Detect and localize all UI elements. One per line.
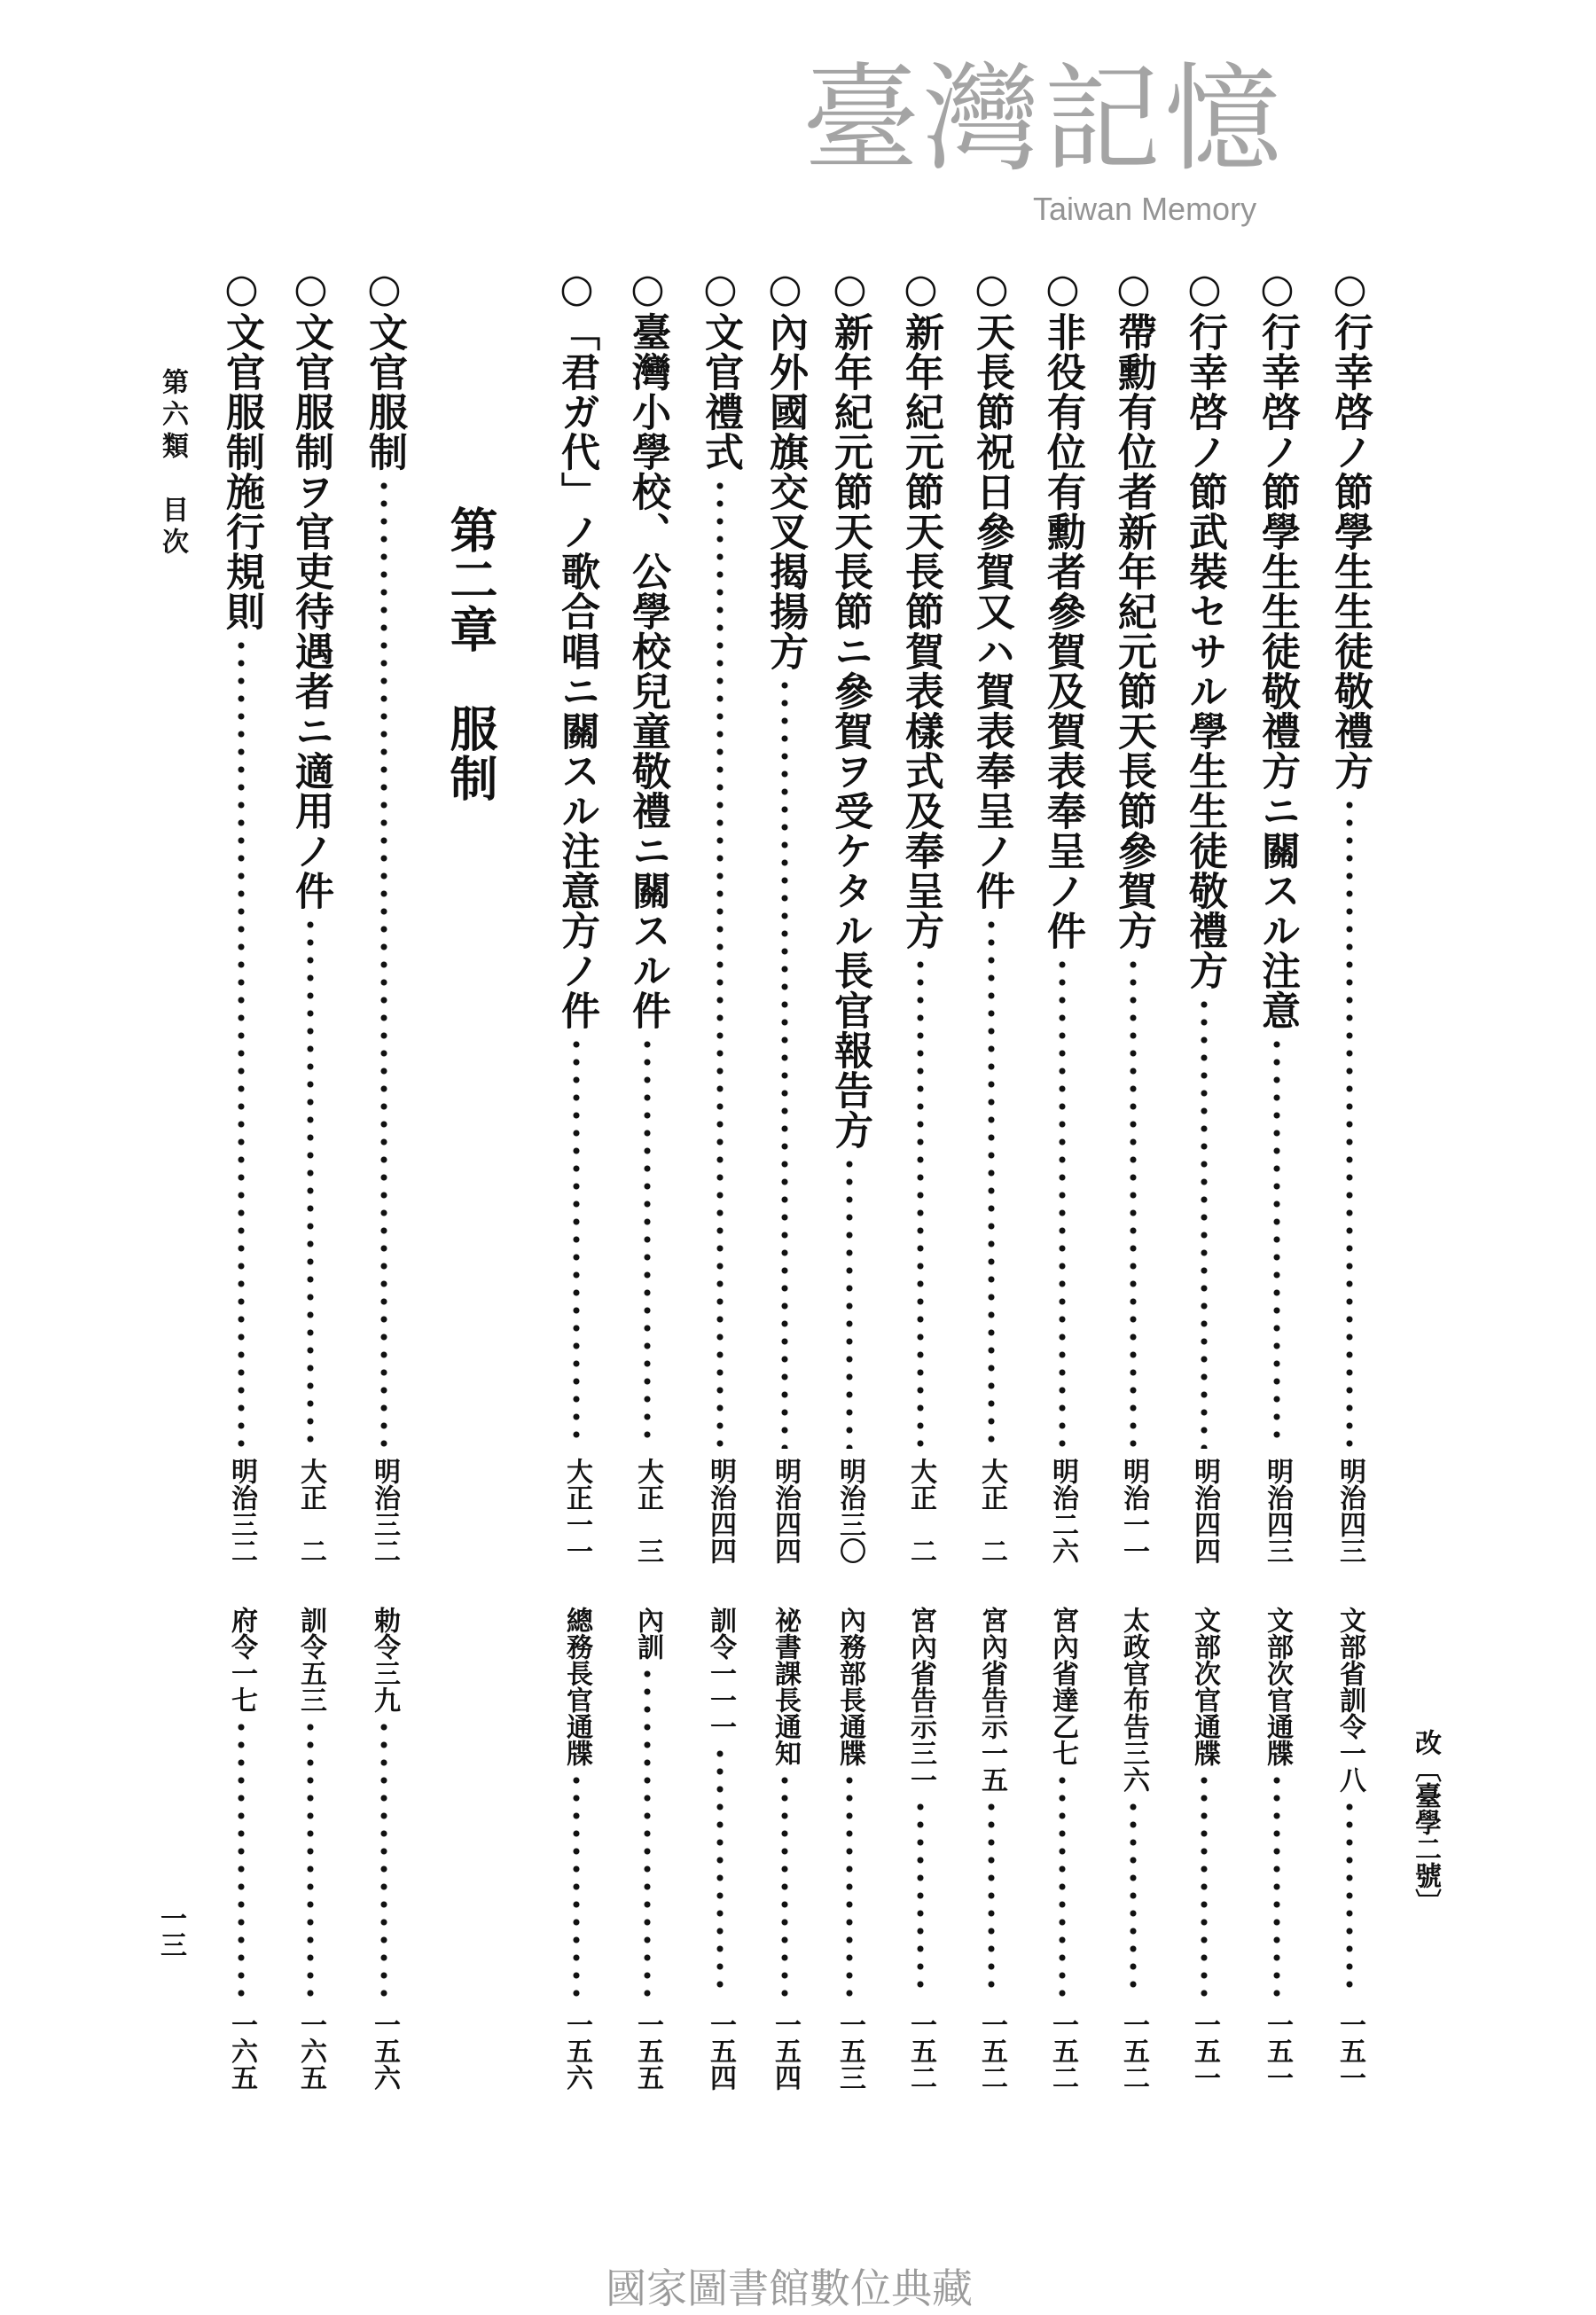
toc-entry bbox=[1169, 266, 1240, 2092]
entry-page: 一五二 bbox=[905, 2011, 936, 2091]
entry-document: 訓令五三 bbox=[295, 1607, 326, 1713]
entry-page: 一五四 bbox=[705, 2011, 736, 2091]
entry-source-group bbox=[885, 1607, 956, 2004]
entry-title-group bbox=[814, 266, 885, 1454]
entry-era: 大正 三 bbox=[632, 1458, 663, 1564]
toc-entry bbox=[275, 266, 346, 2092]
entry-era: 明治三二 bbox=[226, 1458, 257, 1564]
entry-title-group bbox=[541, 266, 612, 1454]
toc-entry bbox=[1098, 266, 1169, 2092]
entry-title: ○文官服制ヲ官吏待遇者ニ適用ノ件 bbox=[288, 266, 333, 911]
dot-leader bbox=[275, 1718, 346, 1998]
entry-source-group bbox=[206, 1607, 277, 2004]
dot-leader bbox=[275, 916, 346, 1449]
entry-era: 大正 二 bbox=[976, 1458, 1007, 1564]
entry-title-group bbox=[685, 266, 755, 1454]
toc-entry bbox=[1314, 266, 1385, 2092]
entry-title-group bbox=[749, 266, 820, 1454]
entry-page: 一五五 bbox=[632, 2011, 663, 2091]
entry-page: 一五六 bbox=[561, 2011, 592, 2091]
dot-leader bbox=[1314, 1798, 1385, 1998]
entry-title-group bbox=[885, 266, 956, 1454]
entry-title: ○新年紀元節天長節ニ參賀ヲ受ケタル長官報告方 bbox=[827, 266, 872, 1150]
page-number: 一三 bbox=[155, 1904, 186, 1958]
archive-footer: 國家圖書館數位典藏 bbox=[606, 2264, 973, 2312]
watermark-logo-en: Taiwan Memory bbox=[1033, 191, 1257, 227]
dot-leader bbox=[956, 916, 1027, 1449]
entry-source-group bbox=[275, 1607, 346, 2004]
dot-leader bbox=[685, 477, 755, 1449]
entry-document: 宮內省告示一五 bbox=[976, 1607, 1007, 1793]
dot-leader bbox=[814, 1771, 885, 1998]
entry-document: 文部省訓令一八 bbox=[1334, 1607, 1365, 1793]
entry-page: 一五二 bbox=[976, 2011, 1007, 2091]
entry-title: ○文官服制施行規則 bbox=[219, 266, 264, 631]
dot-leader bbox=[348, 477, 419, 1449]
entry-page: 一五一 bbox=[1262, 2011, 1293, 2091]
dot-leader bbox=[1027, 956, 1098, 1449]
entry-document: 內務部長通牒 bbox=[834, 1607, 865, 1766]
entry-title: ○非役有位有勳者參賀及賀表奉呈ノ件 bbox=[1040, 266, 1085, 950]
dot-leader bbox=[541, 1771, 612, 1998]
entry-source-group bbox=[1314, 1607, 1385, 2004]
toc-entry bbox=[612, 266, 683, 2092]
toc-entry bbox=[348, 266, 419, 2092]
watermark-logo: 臺灣記憶 bbox=[802, 51, 1285, 188]
toc-entry bbox=[749, 266, 820, 2092]
dot-leader bbox=[885, 956, 956, 1449]
dot-leader bbox=[749, 1771, 820, 1998]
entry-title: ○帶勳有位者新年紀元節天長節參賀方 bbox=[1111, 266, 1156, 950]
dot-leader bbox=[1098, 956, 1169, 1449]
entry-era: 明治四四 bbox=[770, 1458, 801, 1564]
entry-document: 文部次官通牒 bbox=[1262, 1607, 1293, 1766]
entry-title-group bbox=[275, 266, 346, 1454]
entry-title-group bbox=[1027, 266, 1098, 1454]
entry-title-group bbox=[1241, 266, 1312, 1454]
entry-page: 一五一 bbox=[1189, 2011, 1220, 2091]
toc-entry bbox=[206, 266, 277, 2092]
entry-title-group bbox=[1314, 266, 1385, 1454]
toc-entry bbox=[1241, 266, 1312, 2092]
entry-title: ○天長節祝日參賀又ハ賀表奉呈ノ件 bbox=[969, 266, 1014, 911]
entry-era: 大正 二 bbox=[905, 1458, 936, 1564]
section-label: 第六類 目次 bbox=[157, 368, 188, 559]
entry-title: ○行幸啓ノ節武裝セサル學生生徒敬禮方 bbox=[1182, 266, 1227, 990]
entry-page: 一五二 bbox=[1118, 2011, 1149, 2091]
toc-entry bbox=[1027, 266, 1098, 2092]
dot-leader bbox=[612, 1665, 683, 1998]
entry-source-group bbox=[541, 1607, 612, 2004]
entry-document: 祕書課長通知 bbox=[770, 1607, 801, 1766]
entry-title-group bbox=[1098, 266, 1169, 1454]
entry-era: 明治二六 bbox=[1047, 1458, 1078, 1564]
toc-entry bbox=[541, 266, 612, 2092]
entry-title-group bbox=[612, 266, 683, 1454]
entry-era: 明治三二 bbox=[369, 1458, 400, 1564]
dot-leader bbox=[612, 1036, 683, 1449]
dot-leader bbox=[1241, 1771, 1312, 1998]
entry-document: 太政官布告三六 bbox=[1118, 1607, 1149, 1793]
entry-page: 一五六 bbox=[369, 2011, 400, 2091]
dot-leader bbox=[348, 1718, 419, 1998]
entry-title: ○臺灣小學校、公學校兒童敬禮ニ關スル件 bbox=[625, 266, 670, 1030]
dot-leader bbox=[885, 1798, 956, 1998]
entry-title: ○行幸啓ノ節學生生徒敬禮方ニ關スル注意 bbox=[1255, 266, 1300, 1030]
entry-document: 府令一七 bbox=[226, 1607, 257, 1713]
dot-leader bbox=[1314, 796, 1385, 1449]
entry-era: 明治四三 bbox=[1334, 1458, 1365, 1564]
dot-leader bbox=[814, 1155, 885, 1449]
entry-source-group bbox=[1169, 1607, 1240, 2004]
entry-page: 一五二 bbox=[1047, 2011, 1078, 2091]
chapter-heading: 第二章 服制 bbox=[442, 505, 499, 803]
entry-era: 明治四三 bbox=[1262, 1458, 1293, 1564]
entry-page: 一六五 bbox=[226, 2011, 257, 2091]
toc-entry bbox=[956, 266, 1027, 2092]
entry-title: ○內外國旗交叉揭揚方 bbox=[763, 266, 808, 671]
entry-source-group bbox=[749, 1607, 820, 2004]
entry-source-group bbox=[1098, 1607, 1169, 2004]
entry-document: 總務長官通牒 bbox=[561, 1607, 592, 1766]
dot-leader bbox=[1098, 1798, 1169, 1998]
entry-document: 宮內省達乙七 bbox=[1047, 1607, 1078, 1766]
entry-title: ○文官服制 bbox=[362, 266, 407, 472]
dot-leader bbox=[206, 637, 277, 1449]
entry-document: 勅令三九 bbox=[369, 1607, 400, 1713]
entry-source-group bbox=[1027, 1607, 1098, 2004]
dot-leader bbox=[541, 1036, 612, 1449]
entry-document: 文部次官通牒 bbox=[1189, 1607, 1220, 1766]
entry-title-group bbox=[956, 266, 1027, 1454]
entry-title: ○文官禮式 bbox=[698, 266, 743, 472]
revision-header: 改〔臺學二號〕 bbox=[1410, 1729, 1441, 1915]
entry-title-group bbox=[1169, 266, 1240, 1454]
entry-source-group bbox=[612, 1607, 683, 2004]
toc-entry bbox=[814, 266, 885, 2092]
dot-leader bbox=[749, 677, 820, 1449]
toc-entry bbox=[685, 266, 755, 2092]
dot-leader bbox=[1169, 1771, 1240, 1998]
entry-page: 一五三 bbox=[834, 2011, 865, 2091]
entry-page: 一五四 bbox=[770, 2011, 801, 2091]
entry-title-group bbox=[348, 266, 419, 1454]
entry-era: 明治四四 bbox=[1189, 1458, 1220, 1564]
entry-source-group bbox=[685, 1607, 755, 2004]
entry-era: 明治一一 bbox=[1118, 1458, 1149, 1564]
dot-leader bbox=[1241, 1036, 1312, 1449]
entry-title: ○新年紀元節天長節賀表樣式及奉呈方 bbox=[898, 266, 943, 950]
entry-era: 大正一一 bbox=[561, 1458, 592, 1564]
entry-source-group bbox=[1241, 1607, 1312, 2004]
entry-document: 宮內省告示三一 bbox=[905, 1607, 936, 1793]
entry-page: 一五一 bbox=[1334, 2011, 1365, 2091]
entry-title: ○行幸啓ノ節學生生徒敬禮方 bbox=[1327, 266, 1373, 791]
toc-entry bbox=[885, 266, 956, 2092]
entry-source-group bbox=[814, 1607, 885, 2004]
dot-leader bbox=[1169, 996, 1240, 1449]
entry-source-group bbox=[956, 1607, 1027, 2004]
dot-leader bbox=[685, 1745, 755, 1998]
entry-source-group bbox=[348, 1607, 419, 2004]
entry-document: 內訓 bbox=[632, 1607, 663, 1660]
dot-leader bbox=[206, 1718, 277, 1998]
entry-era: 大正 二 bbox=[295, 1458, 326, 1564]
entry-era: 明治四四 bbox=[705, 1458, 736, 1564]
dot-leader bbox=[1027, 1771, 1098, 1998]
dot-leader bbox=[956, 1798, 1027, 1998]
entry-era: 明治三〇 bbox=[834, 1458, 865, 1564]
entry-title-group bbox=[206, 266, 277, 1454]
entry-document: 訓令一一一 bbox=[705, 1607, 736, 1740]
entry-page: 一六五 bbox=[295, 2011, 326, 2091]
entry-title: ○「君ガ代」ノ歌合唱ニ關スル注意方ノ件 bbox=[554, 266, 599, 1030]
